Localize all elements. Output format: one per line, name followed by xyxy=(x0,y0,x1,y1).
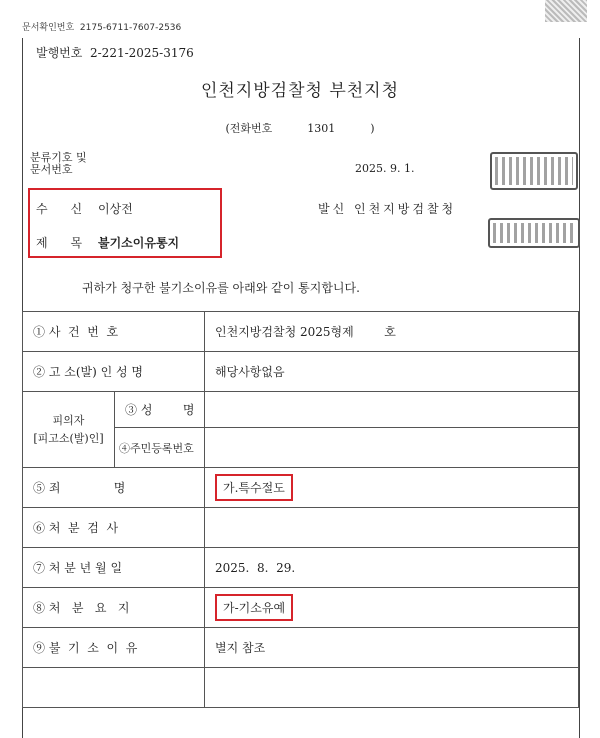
disposition-date-label: ⑦ 처 분 년 월 일 xyxy=(23,548,205,588)
inspector-value xyxy=(205,508,579,548)
crime-label: ⑤ 죄 명 xyxy=(23,468,205,508)
crime-highlight-box xyxy=(215,474,293,501)
recipient-name: 이상전 xyxy=(98,202,133,216)
inspector-label: ⑥ 처 분 검 사 xyxy=(23,508,205,548)
disposition-value: 가-기소유예 xyxy=(223,601,286,615)
disposition-cell xyxy=(205,588,579,628)
top-corner-stamp xyxy=(545,0,587,22)
case-number-value: 인천지방검찰청 2025형제 호 xyxy=(205,312,579,352)
agency-title: 인천지방검찰청 부천지청 xyxy=(200,81,400,101)
sender: 발신 인천지방검찰청 xyxy=(318,202,457,216)
body-text: 귀하가 청구한 불기소이유를 아래와 같이 통지합니다. xyxy=(82,281,360,295)
table-row xyxy=(23,508,579,548)
rrn-label: ④주민등록번호 xyxy=(115,428,205,468)
notice-table xyxy=(22,311,579,708)
classification-label: 분류기호 및 문서번호 xyxy=(30,151,87,176)
case-number-label: ① 사 건 번 호 xyxy=(23,312,205,352)
recipient-label: 수 신 xyxy=(36,202,83,216)
complainant-value: 해당사항없음 xyxy=(205,352,579,392)
empty-value-cell xyxy=(205,668,579,708)
table-row xyxy=(23,392,579,428)
table-row xyxy=(23,628,579,668)
disposition-highlight-box xyxy=(215,594,293,621)
crime-cell xyxy=(205,468,579,508)
rrn-value xyxy=(205,428,579,468)
reason-label: ⑨ 불 기 소 이 유 xyxy=(23,628,205,668)
complainant-label: ② 고 소(발) 인 성 명 xyxy=(23,352,205,392)
disposition-date-value: 2025. 8. 29. xyxy=(205,548,579,588)
suspect-name-label: ③ 성 명 xyxy=(115,392,205,428)
subject-label: 제 목 xyxy=(36,236,83,250)
table-row xyxy=(23,312,579,352)
seal-stamp-top xyxy=(490,152,578,190)
table-row xyxy=(23,668,579,708)
issue-number: 발행번호 2-221-2025-3176 xyxy=(36,46,194,60)
suspect-name-value xyxy=(205,392,579,428)
table-row xyxy=(23,468,579,508)
table-row xyxy=(23,588,579,628)
crime-value: 가.특수절도 xyxy=(223,481,285,495)
disposition-label: ⑧ 처 분 요 지 xyxy=(23,588,205,628)
document-date: 2025. 9. 1. xyxy=(355,162,415,175)
subject-text: 불기소이유통지 xyxy=(98,236,180,250)
doc-confirm-number: 문서확인번호 2175-6711-7607-2536 xyxy=(22,23,182,33)
empty-label-cell xyxy=(23,668,205,708)
reason-value: 별지 참조 xyxy=(205,628,579,668)
table-row xyxy=(23,352,579,392)
phone-number: (전화번호 1301 ) xyxy=(225,122,375,135)
table-row xyxy=(23,548,579,588)
seal-stamp-bottom xyxy=(488,218,580,248)
suspect-label: 피의자 [피고소(발)인] xyxy=(23,392,115,468)
